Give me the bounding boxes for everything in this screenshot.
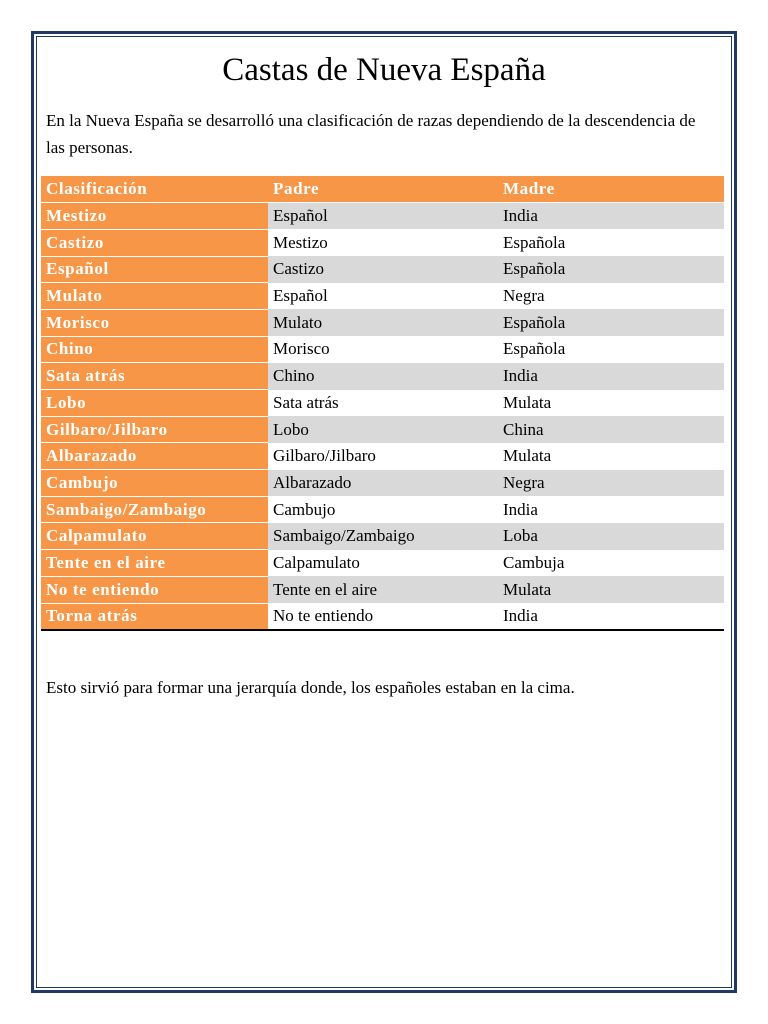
document-title: Castas de Nueva España [222,52,546,88]
column-header-father: Padre [268,176,498,203]
table-row [41,390,724,417]
mother-cell: India [498,603,724,630]
mother-cell: Española [498,309,724,336]
mother-cell: Española [498,336,724,363]
table-header-row [41,176,724,203]
father-cell: Sambaigo/Zambaigo [268,523,498,550]
father-cell: Español [268,203,498,230]
father-cell: Mulato [268,309,498,336]
mother-cell: Negra [498,283,724,310]
mother-cell: India [498,496,724,523]
father-cell: Gilbaro/Jilbaro [268,443,498,470]
classification-cell: Cambujo [41,470,268,497]
father-cell: No te entiendo [268,603,498,630]
mother-cell: Cambuja [498,550,724,577]
classification-cell: Morisco [41,309,268,336]
classification-cell: No te entiendo [41,576,268,603]
table-row [41,496,724,523]
column-header-mother: Madre [498,176,724,203]
table-row [41,603,724,630]
table-row [41,256,724,283]
classification-cell: Español [41,256,268,283]
mother-cell: Mulata [498,443,724,470]
mother-cell: India [498,363,724,390]
table-body [41,203,724,630]
mother-cell: Loba [498,523,724,550]
table-row [41,229,724,256]
conclusion-paragraph: Esto sirvió para formar una jerarquía donde, los españoles estaban en la cima. [46,678,575,697]
castes-table-container [41,176,724,631]
mother-cell: Española [498,256,724,283]
table-row [41,470,724,497]
table-row [41,283,724,310]
classification-cell: Torna atrás [41,603,268,630]
table-header [41,176,724,203]
mother-cell: Mulata [498,390,724,417]
classification-cell: Castizo [41,229,268,256]
father-cell: Morisco [268,336,498,363]
father-cell: Sata atrás [268,390,498,417]
classification-cell: Mulato [41,283,268,310]
father-cell: Calpamulato [268,550,498,577]
classification-cell: Lobo [41,390,268,417]
table-row [41,416,724,443]
table-row [41,550,724,577]
mother-cell: Mulata [498,576,724,603]
classification-cell: Albarazado [41,443,268,470]
classification-cell: Sata atrás [41,363,268,390]
father-cell: Albarazado [268,470,498,497]
father-cell: Tente en el aire [268,576,498,603]
intro-paragraph: En la Nueva España se desarrolló una clasificación de razas dependiendo de la descendencia de las personas. [46,111,696,157]
column-header-classification: Clasificación [41,176,268,203]
father-cell: Mestizo [268,229,498,256]
mother-cell: Negra [498,470,724,497]
table-row [41,443,724,470]
table-row [41,576,724,603]
table-row [41,523,724,550]
table-row [41,336,724,363]
classification-cell: Tente en el aire [41,550,268,577]
table-row [41,203,724,230]
mother-cell: India [498,203,724,230]
castes-table [41,176,724,631]
classification-cell: Gilbaro/Jilbaro [41,416,268,443]
table-row [41,363,724,390]
classification-cell: Chino [41,336,268,363]
mother-cell: China [498,416,724,443]
classification-cell: Sambaigo/Zambaigo [41,496,268,523]
classification-cell: Mestizo [41,203,268,230]
father-cell: Castizo [268,256,498,283]
father-cell: Lobo [268,416,498,443]
table-row [41,309,724,336]
father-cell: Cambujo [268,496,498,523]
father-cell: Español [268,283,498,310]
mother-cell: Española [498,229,724,256]
classification-cell: Calpamulato [41,523,268,550]
father-cell: Chino [268,363,498,390]
